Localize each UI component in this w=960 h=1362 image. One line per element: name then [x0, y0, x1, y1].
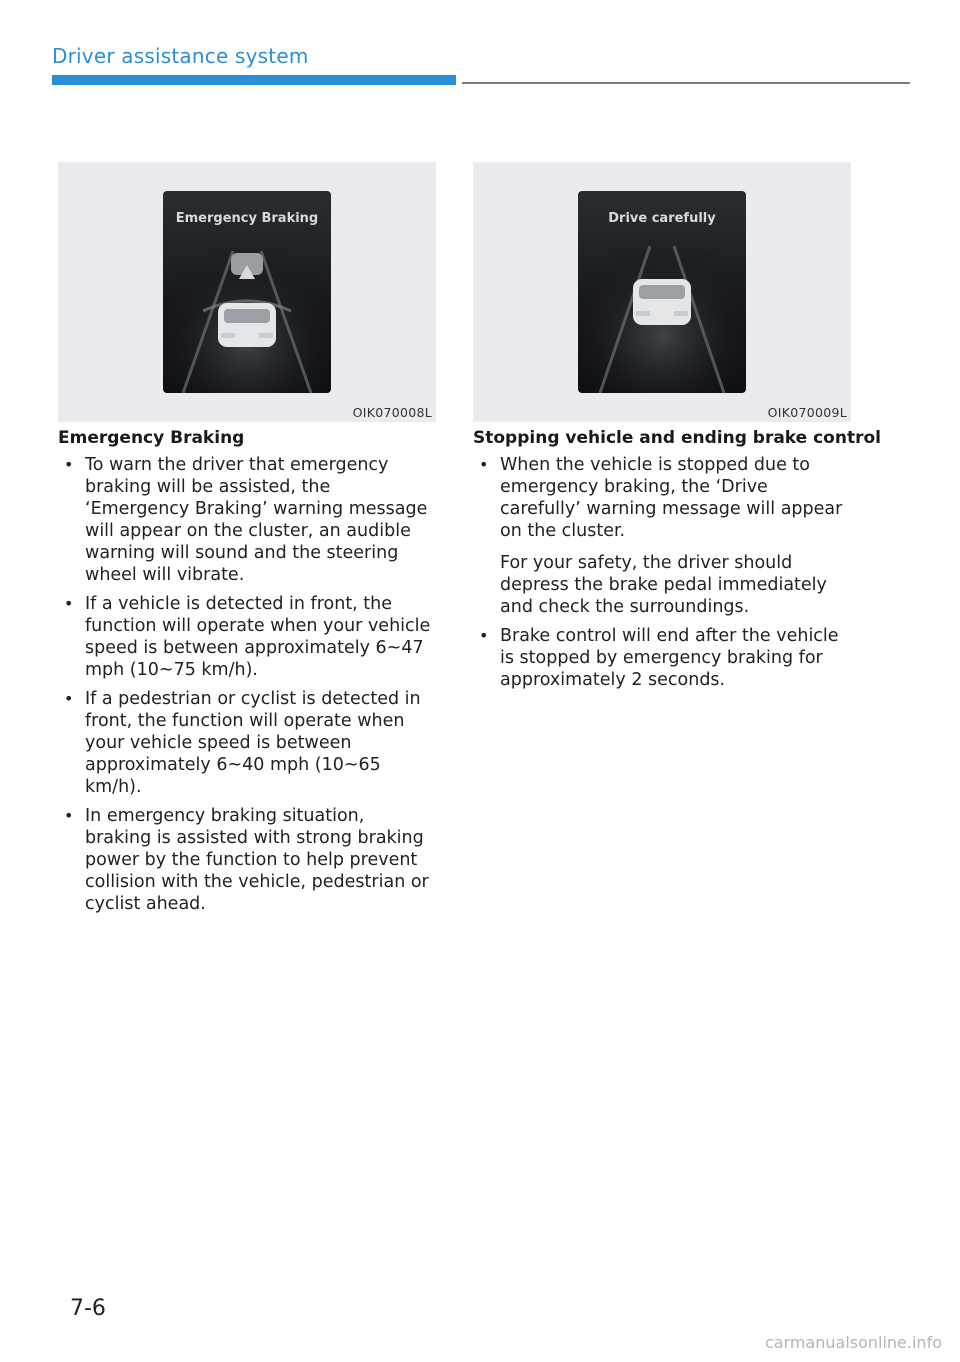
cluster-warning-text: Drive carefully: [608, 211, 716, 226]
list-item: [473, 625, 851, 691]
list-item-subparagraph: For your safety, the driver should depress the brake pedal immediately and check the surroundings.: [500, 553, 827, 617]
list-item: • In emergency braking situation, braking is assisted with strong braking power by the function to help prevent collision with the vehicle, pedestrian or cyclist ahead.: [58, 805, 436, 915]
list-item-text: When the vehicle is stopped due to emergency braking, the ‘Drive carefully’ warning message will appear on the cluster.: [500, 455, 843, 541]
cluster-display-emergency-braking: [163, 191, 331, 393]
figure-caption: OIK070009L: [767, 405, 847, 420]
list-item-text: Brake control will end after the vehicle is stopped by emergency braking for approximately 2 seconds.: [500, 626, 839, 690]
cluster-display-drive-carefully: [578, 191, 746, 393]
section-heading-emergency-braking: Emergency Braking: [58, 428, 245, 448]
section-heading-stopping-vehicle: Stopping vehicle and ending brake control: [473, 428, 881, 448]
header-accent-bar: [52, 75, 456, 85]
left-column: [58, 162, 436, 922]
watermark-text: carmanualsonline.info: [764, 1333, 942, 1352]
bullet-list: [473, 454, 851, 691]
figure-caption: OIK070008L: [352, 405, 432, 420]
list-item: • If a pedestrian or cyclist is detected in front, the function will operate when your vehicle speed is between approximately 6~40 mph (10~65 km/h).: [58, 688, 436, 798]
list-item: • If a vehicle is detected in front, the function will operate when your vehicle speed is between approximately 6~47 mph (10~75 km/h).: [58, 593, 436, 681]
page-number: 7-6: [70, 1296, 106, 1321]
drive-carefully-figure: [473, 162, 851, 422]
header-divider-line: [462, 82, 910, 84]
right-column: [473, 162, 881, 698]
emergency-braking-figure: [58, 162, 436, 422]
list-item: [473, 454, 851, 618]
list-item: • To warn the driver that emergency braking will be assisted, the ‘Emergency Braking’ warning message will appear on the cluster, an audible warning will sound and the steering wheel will vibrate.: [58, 454, 436, 586]
bullet-list: [58, 454, 436, 915]
cluster-warning-text: Emergency Braking: [175, 211, 319, 226]
section-header-title: Driver assistance system: [52, 44, 309, 68]
